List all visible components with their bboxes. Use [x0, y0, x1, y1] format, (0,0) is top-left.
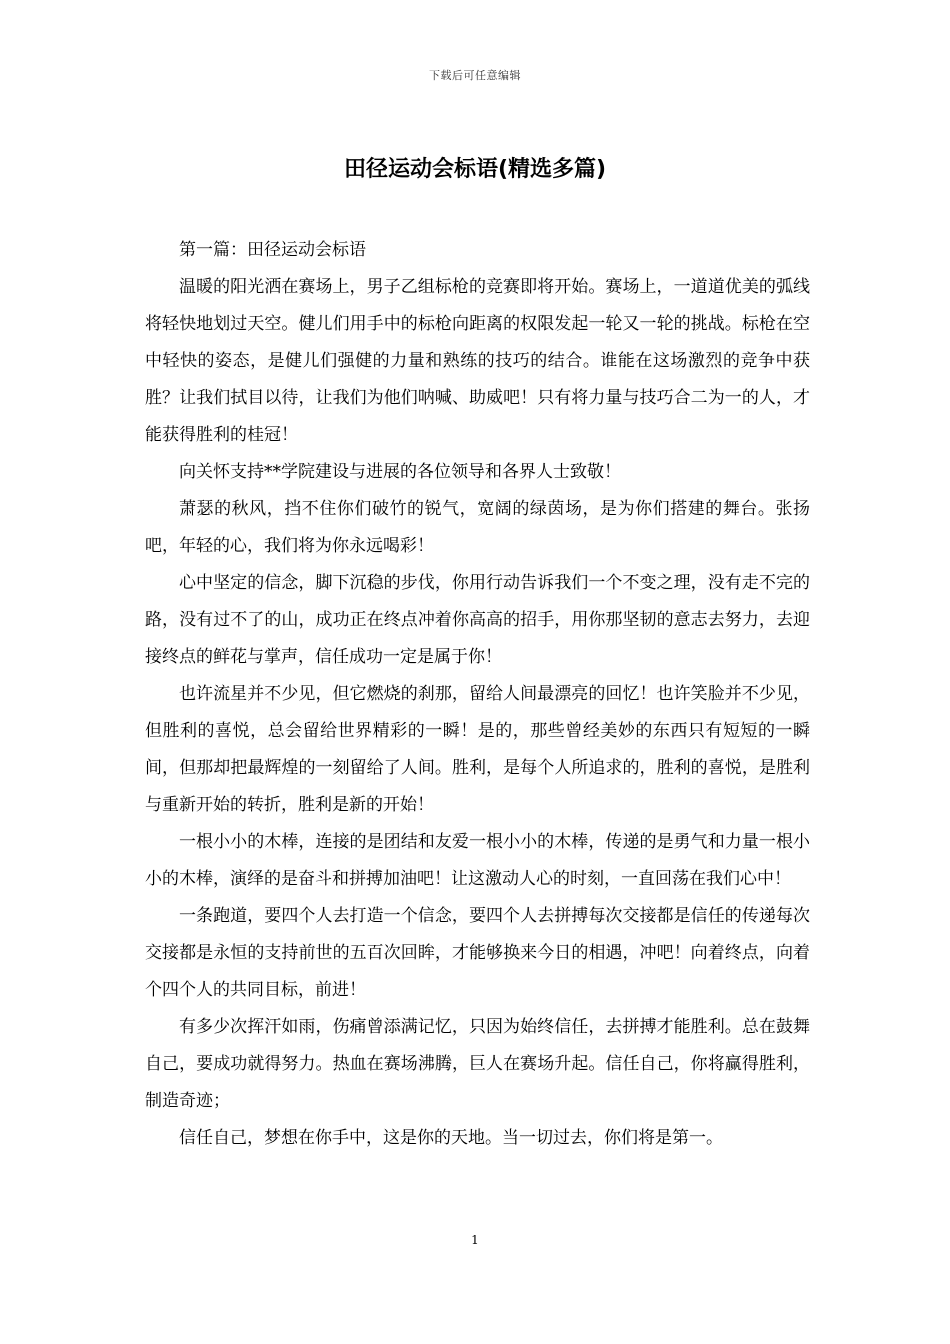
- paragraph: 萧瑟的秋风，挡不住你们破竹的锐气，宽阔的绿茵场，是为你们搭建的舞台。张扬吧，年轻的心，我们将为你永远喝彩！: [145, 499, 810, 556]
- document-title: 田径运动会标语(精选多篇): [343, 157, 607, 182]
- paragraph-section-heading: 第一篇：田径运动会标语: [179, 240, 366, 260]
- page-number: 1: [471, 1233, 479, 1247]
- paragraph: 一根小小的木棒，连接的是团结和友爱一根小小的木棒，传递的是勇气和力量一根小小的木棒，演绎的是奋斗和拼搏加油吧！让这激动人心的时刻，一直回荡在我们心中！: [145, 832, 810, 889]
- paragraph: 信任自己，梦想在你手中，这是你的天地。当一切过去，你们将是第一。: [179, 1128, 723, 1148]
- paragraph: 温暖的阳光洒在赛场上，男子乙组标枪的竞赛即将开始。赛场上，一道道优美的弧线将轻快地划过天空。健儿们用手中的标枪向距离的权限发起一轮又一轮的挑战。标枪在空中轻快的姿态，是健儿们强健的力量和熟练的技巧的结合。谁能在这场激烈的竞争中获胜？让我们拭目以待，让我们为他们呐喊、助威吧！只有将力量与技巧合二为一的人，才能获得胜利的桂冠！: [145, 277, 810, 445]
- paragraph: 向关怀支持**学院建设与进展的各位领导和各界人士致敬！: [179, 462, 621, 482]
- paragraph: 有多少次挥汗如雨，伤痛曾添满记忆，只因为始终信任，去拼搏才能胜利。总在鼓舞自己，要成功就得努力。热血在赛场沸腾，巨人在赛场升起。信任自己，你将赢得胜利，制造奇迹；: [145, 1017, 810, 1111]
- paragraph: 也许流星并不少见，但它燃烧的刹那，留给人间最漂亮的回忆！也许笑脸并不少见，但胜利的喜悦，总会留给世界精彩的一瞬！是的，那些曾经美妙的东西只有短短的一瞬间，但那却把最辉煌的一刻留给了人间。胜利，是每个人所追求的，胜利的喜悦，是胜利与重新开始的转折，胜利是新的开始！: [145, 684, 810, 815]
- document-body: [145, 232, 810, 1157]
- paragraph: 心中坚定的信念，脚下沉稳的步伐，你用行动告诉我们一个不变之理，没有走不完的路，没有过不了的山，成功正在终点冲着你高高的招手，用你那坚韧的意志去努力，去迎接终点的鲜花与掌声，信任成功一定是属于你！: [145, 573, 810, 667]
- page-header: 下载后可任意编辑: [429, 69, 521, 82]
- paragraph: 一条跑道，要四个人去打造一个信念，要四个人去拼搏每次交接都是信任的传递每次交接都是永恒的支持前世的五百次回眸，才能够换来今日的相遇，冲吧！向着终点，向着个四个人的共同目标，前进！: [145, 906, 810, 1000]
